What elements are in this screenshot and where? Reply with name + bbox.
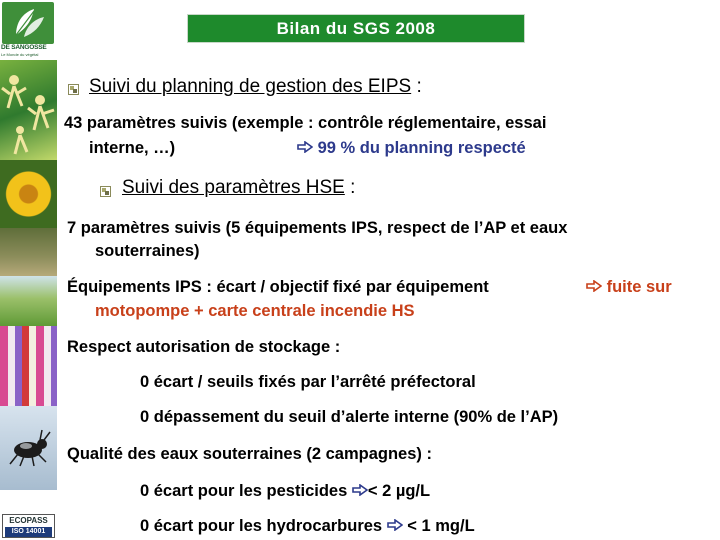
leaf-logo-icon xyxy=(8,5,48,41)
water-item2-value: < 1 mg/L xyxy=(402,517,475,535)
section1-line2: interne, …) xyxy=(89,139,176,157)
water-item2 xyxy=(140,517,475,536)
company-logo xyxy=(2,2,54,44)
ecopass-label: ECOPASS xyxy=(9,516,48,525)
sunflower-photo xyxy=(0,160,57,228)
storage-item1: 0 écart / seuils fixés par l’arrêté préfectoral xyxy=(140,373,476,391)
hyacinths-photo xyxy=(0,326,57,406)
bullet-square-icon xyxy=(68,84,79,95)
equip-result1-text: fuite sur xyxy=(602,278,672,296)
storage-item2: 0 dépassement du seuil d’alerte interne (90% de l’AP) xyxy=(140,408,559,426)
insect-photo xyxy=(0,228,57,276)
section1-result-text: 99 % du planning respecté xyxy=(313,139,526,157)
section1-heading-suffix: : xyxy=(411,76,422,97)
section2-heading-text: Suivi des paramètres HSE xyxy=(122,177,345,198)
equip-result1 xyxy=(586,278,672,297)
ecopass-badge xyxy=(2,514,55,538)
section1-heading xyxy=(89,76,422,98)
logo-name: DE SANGOSSE xyxy=(1,44,47,51)
section1-line1: 43 paramètres suivis (exemple : contrôle réglementaire, essai xyxy=(64,114,547,132)
equip-line1: Équipements IPS : écart / objectif fixé par équipement xyxy=(67,278,489,296)
water-heading: Qualité des eaux souterraines (2 campagnes) : xyxy=(67,445,432,463)
storage-heading: Respect autorisation de stockage : xyxy=(67,338,341,356)
section2-heading-suffix: : xyxy=(344,177,356,198)
water-item1-value: < 2 µg/L xyxy=(367,482,431,500)
section2-heading xyxy=(122,177,355,199)
bullet-square-icon xyxy=(100,186,111,197)
section2-line1: 7 paramètres suivis (5 équipements IPS, respect de l’AP et eaux xyxy=(67,219,568,237)
arrow-right-icon xyxy=(297,139,313,158)
water-item1-text: 0 écart pour les pesticides xyxy=(140,482,352,500)
logo-tagline: Le Monde du végétal xyxy=(1,52,39,57)
iso-label: ISO 14001 xyxy=(5,527,52,537)
water-item1 xyxy=(140,482,430,501)
figures-illustration xyxy=(0,60,57,160)
arrow-right-icon xyxy=(387,517,403,536)
slide-title: Bilan du SGS 2008 xyxy=(276,19,436,38)
equip-result2: motopompe + carte centrale incendie HS xyxy=(95,302,415,320)
section1-heading-text: Suivi du planning de gestion des EIPS xyxy=(89,76,412,97)
bug-illustration xyxy=(0,406,57,490)
field-photo xyxy=(0,276,57,326)
slide-title-bar xyxy=(187,14,525,43)
left-image-strip xyxy=(0,0,57,540)
water-item2-text: 0 écart pour les hydrocarbures xyxy=(140,517,387,535)
arrow-right-icon xyxy=(352,482,368,501)
arrow-right-icon xyxy=(586,278,602,297)
section1-result xyxy=(297,139,526,158)
section2-line2: souterraines) xyxy=(95,242,200,260)
